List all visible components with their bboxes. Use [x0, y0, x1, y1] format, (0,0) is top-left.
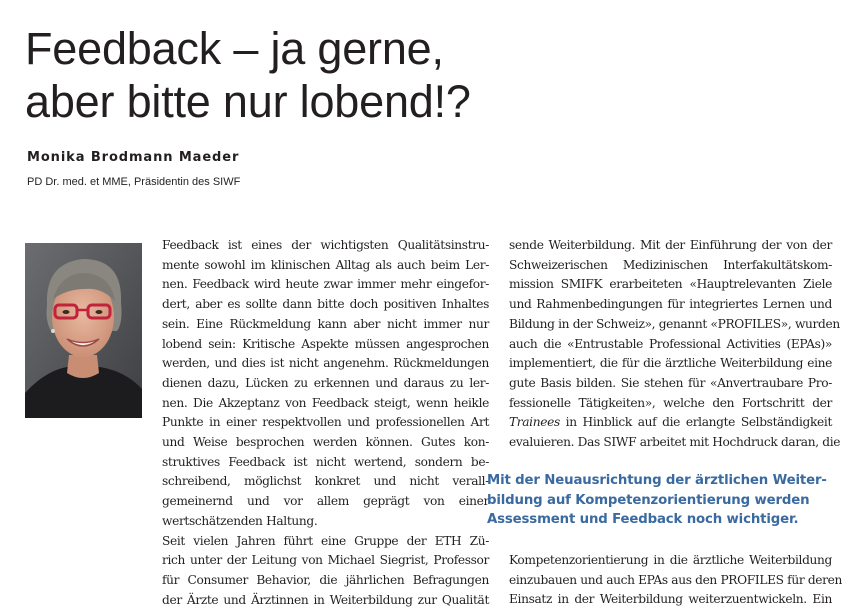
- text-line: implementiert, die für die ärztliche Weiterbildung eine: [509, 356, 832, 371]
- text-line: werden, und dies ist nicht angenehm. Rückmeldungen: [162, 356, 489, 371]
- text-line: sein. Eine Rückmeldung kann aber nicht immer nur: [162, 316, 489, 331]
- text-line: gute Basis bilden. Sie stehen für «Anvertraubare Pro-: [509, 375, 832, 390]
- text-line: Feedback ist eines der wichtigsten Qualitätsinstru-: [162, 238, 489, 252]
- text-line: sende Weiterbildung. Mit der Einführung der von der: [509, 238, 832, 252]
- text-line: und Rahmenbedingungen für integriertes Lernen und: [509, 297, 832, 312]
- text-line: rich unter der Leitung von Michael Siegrist, Professor: [162, 553, 489, 568]
- pull-quote-line: Assessment und Feedback noch wichtiger.: [487, 512, 799, 527]
- article-header: [25, 22, 837, 128]
- title-line: aber bitte nur lobend!?: [25, 76, 471, 127]
- text-line: schreibend, möglichst konkret und nicht verall-: [162, 474, 489, 489]
- author-name: Monika Brodmann Maeder: [27, 150, 240, 165]
- text-line: Trainees in Hinblick auf die erlangte Selbständigkeit: [509, 415, 832, 430]
- text-line: mission SMIFK erarbeiteten «Hauptrelevanten Ziele: [509, 277, 832, 292]
- author-portrait: [25, 243, 142, 418]
- text-line: evaluieren. Das SIWF arbeitet mit Hochdruck daran, die: [509, 435, 841, 450]
- text-line: dienen dazu, Lücken zu erkennen und daraus zu ler-: [162, 375, 489, 390]
- text-line: mente sowohl im klinischen Alltag als auch beim Ler-: [162, 257, 489, 272]
- text-line: und Weise besprochen werden können. Gutes kon-: [162, 435, 489, 450]
- text-line: Punkte in einer respektvollen und professionellen Art: [162, 415, 489, 430]
- text-line: Einsatz in der Weiterbildung weiterzuentwickeln. Ein: [509, 592, 832, 607]
- pull-quote-line: Mit der Neuausrichtung der ärztlichen Weiter-: [487, 473, 827, 488]
- body-column-2: [509, 236, 841, 453]
- text-line: nen. Die Akzeptanz von Feedback steigt, wenn heikle: [162, 395, 489, 410]
- title-line: Feedback – ja gerne,: [25, 23, 444, 74]
- text-line: auch die «Entrustable Professional Activities (EPAs)»: [509, 336, 832, 351]
- text-line: Schweizerischen Medizinischen Interfakultätskom-: [509, 257, 832, 272]
- text-line: einzubauen und auch EPAs aus den PROFILES für deren: [509, 572, 842, 587]
- body-column-2-continued: [509, 551, 842, 610]
- text-line: nen. Feedback wird heute zwar immer mehr eingefor-: [162, 277, 489, 292]
- pull-quote: [487, 471, 837, 530]
- body-column-1: [162, 236, 489, 610]
- text-line: lobend sein: Kritische Aspekte müssen angesprochen: [162, 336, 489, 351]
- text-line: Bildung in der Schweiz», genannt «PROFILES», wurden: [509, 316, 840, 331]
- text-line: Seit vielen Jahren führt eine Gruppe der ETH Zü-: [162, 533, 489, 548]
- text-line: für Consumer Behavior, die jährlichen Befragungen: [162, 572, 489, 587]
- emphasis-text: Trainees: [509, 415, 560, 430]
- text-line: gemeinernd und vor allem geprägt von einer: [162, 494, 489, 509]
- text-line: wertschätzenden Haltung.: [162, 513, 318, 528]
- text-line: dert, aber es sollte dann bitte doch positiven Inhaltes: [162, 297, 489, 312]
- pull-quote-line: bildung auf Kompetenzorientierung werden: [487, 492, 810, 508]
- text-line: der Ärzte und Ärztinnen in Weiterbildung zur Qualität: [162, 592, 489, 607]
- text-line: Kompetenzorientierung in die ärztliche Weiterbildung: [509, 553, 832, 567]
- article-title: [25, 22, 837, 128]
- text-line: fessionelle Tätigkeiten», welche den Fortschritt der: [509, 395, 832, 410]
- author-role: PD Dr. med. et MME, Präsidentin des SIWF: [27, 176, 241, 188]
- text-line: struktives Feedback ist nicht wertend, sondern be-: [162, 454, 489, 469]
